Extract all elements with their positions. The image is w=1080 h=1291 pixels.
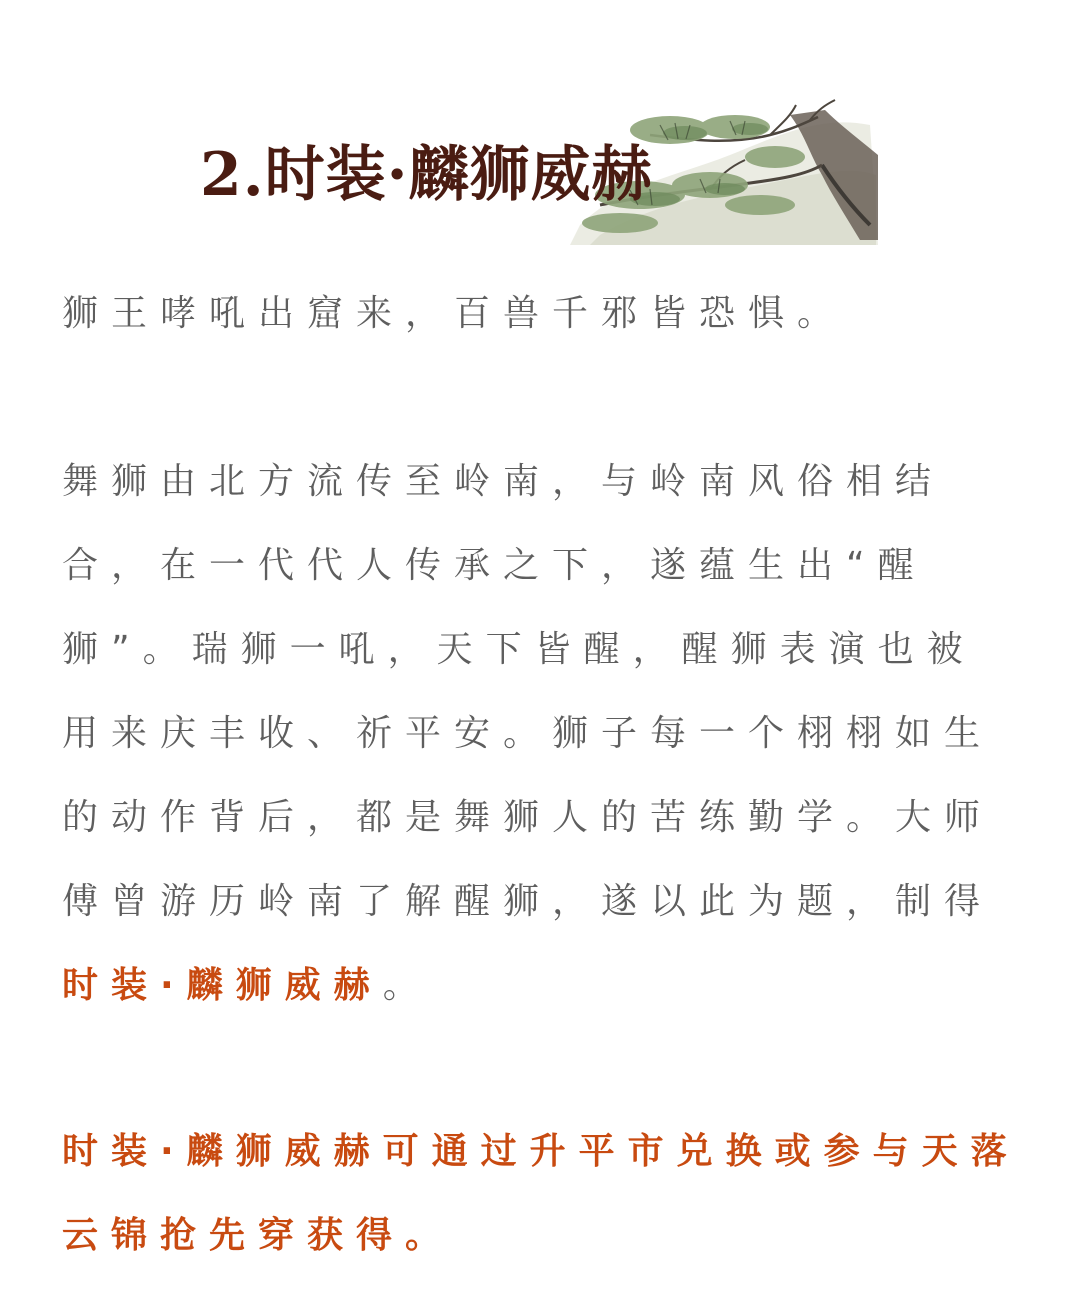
- section-title: 2.时装·麟狮威赫: [200, 140, 653, 210]
- body-paragraph: [62, 440, 1022, 1028]
- costume-name-highlight: 时装·麟狮威赫: [62, 965, 383, 1006]
- body-text: 舞狮由北方流传至岭南，与岭南风俗相结合，在一代代人传承之下，遂蕴生出“醒狮”。瑞狮一吼，天下皆醒，醒狮表演也被用来庆丰收、祈平安。狮子每一个栩栩如生的动作背后，都是舞狮人的苦练勤学。大师傅曾游历岭南了解醒狮，遂以此为题，制得: [62, 461, 994, 922]
- intro-verse: 狮王哮吼出窟来，百兽千邪皆恐惧。: [62, 293, 847, 334]
- acquisition-note: 时装·麟狮威赫可通过升平市兑换或参与天落云锦抢先穿获得。: [62, 1131, 1020, 1256]
- body-end-punct: 。: [382, 965, 432, 1006]
- section-header: [200, 95, 880, 245]
